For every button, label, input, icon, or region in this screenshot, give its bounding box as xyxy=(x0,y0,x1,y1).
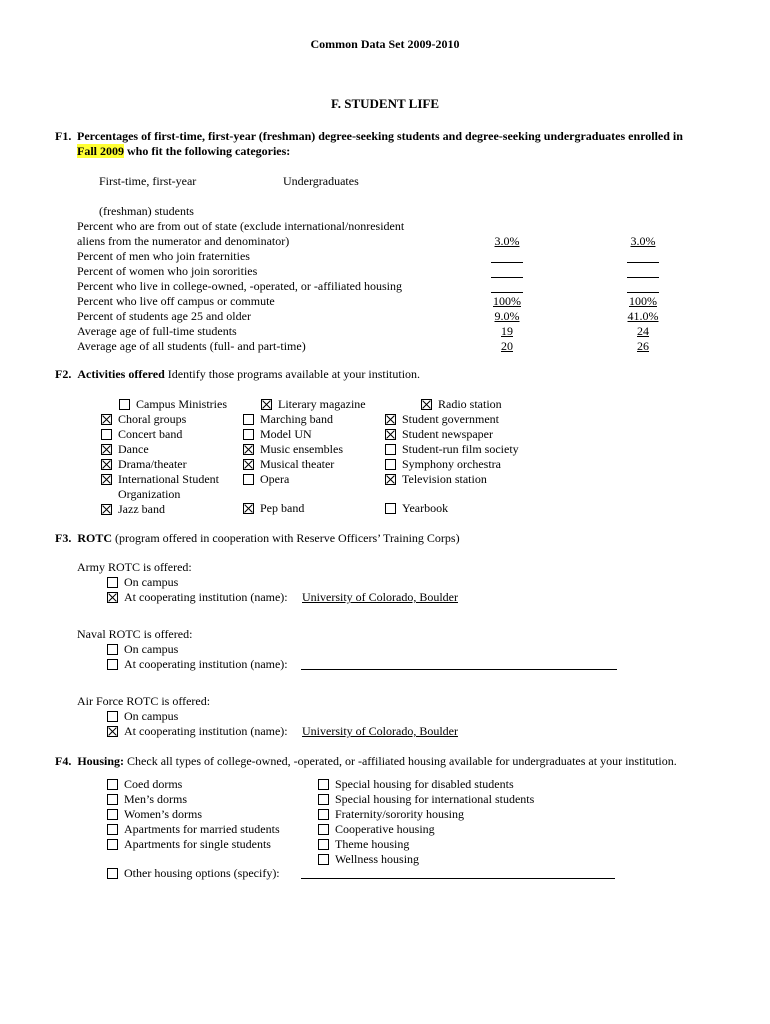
f1-term-highlight: Fall 2009 xyxy=(77,144,124,158)
f1-col2-header: Undergraduates xyxy=(283,174,359,188)
f2-activity-label: Student-run film society xyxy=(402,442,519,456)
f1-row-label: Average age of full-time students xyxy=(77,324,237,338)
housing-label: Cooperative housing xyxy=(335,822,435,836)
f1-row-label: aliens from the numerator and denominator) xyxy=(77,234,290,248)
f2-activity-checkbox[interactable] xyxy=(243,429,254,440)
rotc-coop-label: At cooperating institution (name): xyxy=(124,724,288,738)
f2-activity-checkbox[interactable] xyxy=(101,459,112,470)
f2-activity-checkbox[interactable] xyxy=(101,474,112,485)
f4-other-checkbox[interactable] xyxy=(107,868,118,879)
f1-freshman-blank[interactable] xyxy=(491,262,523,263)
f2-activity-label: Concert band xyxy=(118,427,183,441)
housing-label: Apartments for married students xyxy=(124,822,280,836)
housing-checkbox[interactable] xyxy=(107,779,118,790)
rotc-branch-title: Air Force ROTC is offered: xyxy=(77,694,211,708)
f1-undergrad-blank[interactable] xyxy=(627,277,659,278)
f1-freshman-blank[interactable] xyxy=(491,292,523,293)
f2-activity-label: Literary magazine xyxy=(278,397,366,411)
rotc-coop-checkbox[interactable] xyxy=(107,659,118,670)
f2-activity-checkbox[interactable] xyxy=(243,459,254,470)
housing-checkbox[interactable] xyxy=(107,794,118,805)
f1-row-label-line1: Percent who are from out of state (exclude international/nonresident xyxy=(77,219,405,233)
f1-undergrad-value[interactable]: 24 xyxy=(637,324,649,338)
f1-row-label: Percent of women who join sororities xyxy=(77,264,258,278)
f1-freshman-value[interactable]: 3.0% xyxy=(494,234,520,248)
f1-undergrad-value[interactable]: 26 xyxy=(637,339,649,353)
housing-label: Women’s dorms xyxy=(124,807,203,821)
f1-row-label: Average age of all students (full- and part-time) xyxy=(77,339,306,353)
housing-label: Fraternity/sorority housing xyxy=(335,807,464,821)
f1-question-line1: Percentages of first-time, first-year (freshman) degree-seeking students and degree-seeking undergraduates enrolled in xyxy=(77,129,683,143)
f2-activity-checkbox[interactable] xyxy=(243,414,254,425)
f4-instruction: Check all types of college-owned, -operated, or -affiliated housing available for undergraduates at your institution. xyxy=(124,754,677,768)
f2-activity-checkbox[interactable] xyxy=(101,414,112,425)
rotc-coop-name-line[interactable] xyxy=(301,669,617,670)
f2-activity-label: Jazz band xyxy=(118,502,165,516)
f2-activity-checkbox[interactable] xyxy=(101,429,112,440)
f4-heading xyxy=(55,754,677,769)
f2-activity-label: Choral groups xyxy=(118,412,187,426)
f2-activity-label: Student government xyxy=(402,412,499,426)
f2-activity-checkbox[interactable] xyxy=(101,504,112,515)
f1-freshman-blank[interactable] xyxy=(491,277,523,278)
f1-undergrad-value[interactable]: 100% xyxy=(629,294,657,308)
rotc-on-campus-checkbox[interactable] xyxy=(107,711,118,722)
f1-undergrad-blank[interactable] xyxy=(627,262,659,263)
f2-activity-label: Television station xyxy=(402,472,487,486)
f1-freshman-value[interactable]: 20 xyxy=(501,339,513,353)
rotc-on-campus-label: On campus xyxy=(124,575,179,589)
f2-activity-checkbox[interactable] xyxy=(385,444,396,455)
f2-activity-checkbox[interactable] xyxy=(243,474,254,485)
housing-label: Wellness housing xyxy=(335,852,420,866)
f4-title: Housing: xyxy=(77,754,125,768)
f2-activity-label-line2: Organization xyxy=(118,487,181,501)
f2-activity-label: Dance xyxy=(118,442,149,456)
f1-row-label: Percent of men who join fraternities xyxy=(77,249,250,263)
housing-checkbox[interactable] xyxy=(318,779,329,790)
f2-activity-label: Radio station xyxy=(438,397,502,411)
housing-checkbox[interactable] xyxy=(318,824,329,835)
f2-activity-checkbox[interactable] xyxy=(243,444,254,455)
f1-freshman-value[interactable]: 9.0% xyxy=(494,309,520,323)
f1-undergrad-value[interactable]: 3.0% xyxy=(630,234,656,248)
f2-activity-label: Opera xyxy=(260,472,290,486)
f4-other-specify-line[interactable] xyxy=(301,878,615,879)
housing-checkbox[interactable] xyxy=(107,809,118,820)
f2-activity-checkbox[interactable] xyxy=(385,503,396,514)
f2-activity-checkbox[interactable] xyxy=(261,399,272,410)
f1-label: F1. xyxy=(55,129,72,143)
section-title: F. STUDENT LIFE xyxy=(330,96,439,111)
housing-checkbox[interactable] xyxy=(318,839,329,850)
housing-checkbox[interactable] xyxy=(318,794,329,805)
f1-col1-header: First-time, first-year xyxy=(99,174,197,188)
f2-activity-label: Music ensembles xyxy=(260,442,343,456)
rotc-coop-label: At cooperating institution (name): xyxy=(124,590,288,604)
rotc-branch-title: Army ROTC is offered: xyxy=(77,560,192,574)
f2-activity-label: International Student xyxy=(118,472,219,486)
f2-activity-label: Pep band xyxy=(260,501,305,515)
rotc-coop-name[interactable]: University of Colorado, Boulder xyxy=(302,724,458,738)
f2-activity-checkbox[interactable] xyxy=(243,503,254,514)
rotc-on-campus-checkbox[interactable] xyxy=(107,644,118,655)
f2-activity-checkbox[interactable] xyxy=(101,444,112,455)
f2-activity-checkbox[interactable] xyxy=(119,399,130,410)
f3-title: ROTC xyxy=(77,531,113,545)
f1-freshman-value[interactable]: 19 xyxy=(501,324,513,338)
f3-subtitle: (program offered in cooperation with Reserve Officers’ Training Corps) xyxy=(112,531,460,545)
f2-instruction: Identify those programs available at your institution. xyxy=(164,367,421,381)
housing-label: Coed dorms xyxy=(124,777,183,791)
housing-label: Special housing for international students xyxy=(335,792,535,806)
f2-activity-label: Drama/theater xyxy=(118,457,187,471)
f2-activity-label: Musical theater xyxy=(260,457,335,471)
f1-question-line2 xyxy=(77,144,290,159)
rotc-on-campus-label: On campus xyxy=(124,709,179,723)
f2-activity-label: Campus Ministries xyxy=(136,397,228,411)
f4-other-label: Other housing options (specify): xyxy=(124,866,280,880)
f3-label: F3. xyxy=(55,531,72,545)
rotc-coop-name[interactable]: University of Colorado, Boulder xyxy=(302,590,458,604)
f1-question-tail: who fit the following categories: xyxy=(124,144,291,158)
housing-checkbox[interactable] xyxy=(107,839,118,850)
housing-checkbox[interactable] xyxy=(318,854,329,865)
f3-heading xyxy=(55,531,460,546)
f2-activity-label: Yearbook xyxy=(402,501,449,515)
f2-activity-label: Marching band xyxy=(260,412,333,426)
f2-activity-checkbox[interactable] xyxy=(385,414,396,425)
f1-row-label: Percent of students age 25 and older xyxy=(77,309,251,323)
f1-freshman-value[interactable]: 100% xyxy=(493,294,521,308)
housing-checkbox[interactable] xyxy=(318,809,329,820)
f1-undergrad-blank[interactable] xyxy=(627,292,659,293)
f1-row-label: Percent who live in college-owned, -operated, or -affiliated housing xyxy=(77,279,403,293)
f2-activity-label: Symphony orchestra xyxy=(402,457,501,471)
rotc-coop-checkbox[interactable] xyxy=(107,726,118,737)
f2-activity-checkbox[interactable] xyxy=(421,399,432,410)
f2-title: Activities offered xyxy=(77,367,165,381)
document-header: Common Data Set 2009-2010 xyxy=(310,37,460,51)
f1-row-label: Percent who live off campus or commute xyxy=(77,294,275,308)
housing-label: Theme housing xyxy=(335,837,410,851)
housing-label: Special housing for disabled students xyxy=(335,777,514,791)
rotc-coop-label: At cooperating institution (name): xyxy=(124,657,288,671)
rotc-on-campus-label: On campus xyxy=(124,642,179,656)
f2-activity-checkbox[interactable] xyxy=(385,429,396,440)
f2-activity-label: Student newspaper xyxy=(402,427,493,441)
housing-label: Apartments for single students xyxy=(124,837,271,851)
rotc-on-campus-checkbox[interactable] xyxy=(107,577,118,588)
f2-label: F2. xyxy=(55,367,72,381)
f2-activity-checkbox[interactable] xyxy=(385,459,396,470)
housing-checkbox[interactable] xyxy=(107,824,118,835)
rotc-coop-checkbox[interactable] xyxy=(107,592,118,603)
f1-col1-subheader: (freshman) students xyxy=(99,204,194,218)
rotc-branch-title: Naval ROTC is offered: xyxy=(77,627,193,641)
housing-label: Men’s dorms xyxy=(124,792,187,806)
f4-label: F4. xyxy=(55,754,72,768)
f2-heading xyxy=(55,367,420,382)
f2-activity-label: Model UN xyxy=(260,427,312,441)
f1-undergrad-value[interactable]: 41.0% xyxy=(627,309,659,323)
f2-activity-checkbox[interactable] xyxy=(385,474,396,485)
